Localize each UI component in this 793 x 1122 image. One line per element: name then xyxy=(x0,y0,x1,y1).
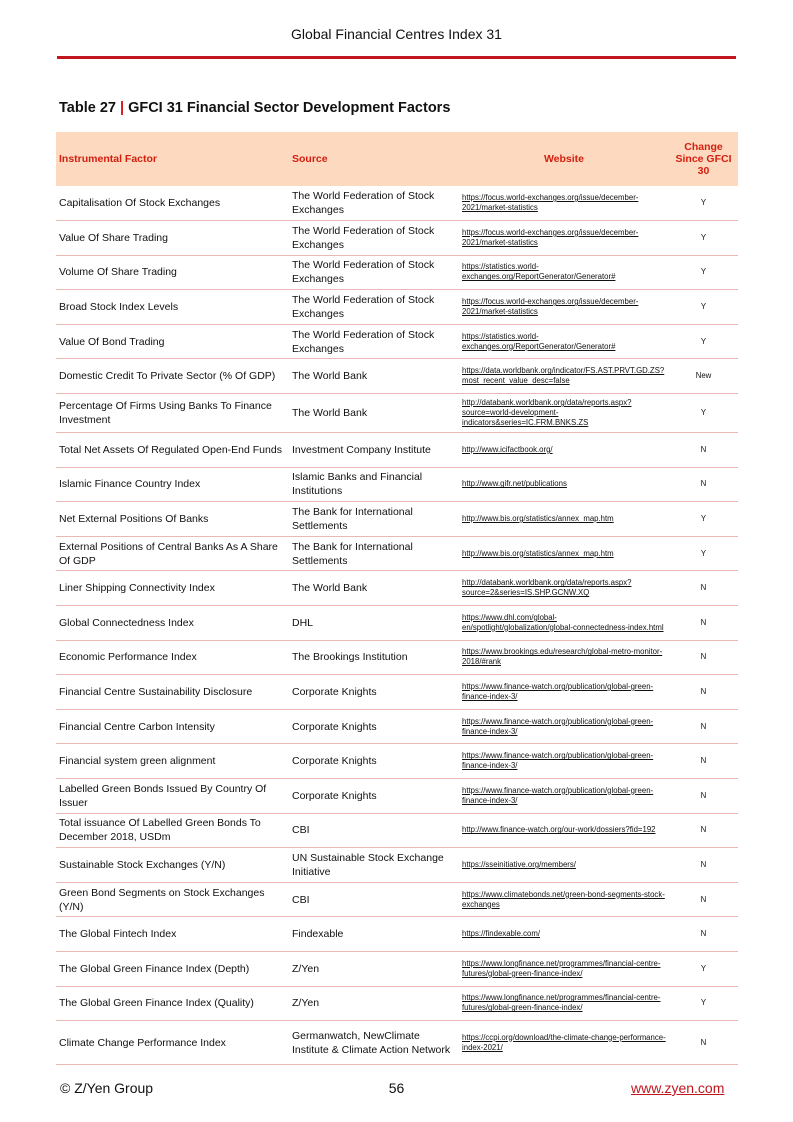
table-row xyxy=(56,640,738,675)
page-header: Global Financial Centres Index 31 xyxy=(291,26,502,42)
factor-cell: Net External Positions Of Banks xyxy=(56,502,289,537)
website-link[interactable]: https://www.brookings.edu/research/global-metro-monitor-2018/#rank xyxy=(462,647,663,667)
website-link[interactable]: https://focus.world-exchanges.org/issue/december-2021/market-statistics xyxy=(462,297,639,317)
source-cell: The World Bank xyxy=(289,394,459,433)
factor-cell: Financial Centre Sustainability Disclosure xyxy=(56,675,289,710)
website-link[interactable]: http://databank.worldbank.org/data/reports.aspx?source=world-development-indicators&series=IC.FRM.BNKS.ZS xyxy=(462,398,632,428)
table-row xyxy=(56,709,738,744)
table-row xyxy=(56,467,738,502)
website-link[interactable]: https://www.longfinance.net/programmes/financial-centre-futures/global-green-finance-index/ xyxy=(462,958,661,978)
table-row xyxy=(56,951,738,986)
website-cell xyxy=(459,640,669,675)
factor-cell: Climate Change Performance Index xyxy=(56,1021,289,1065)
change-cell: Y xyxy=(669,502,738,537)
factor-cell: Economic Performance Index xyxy=(56,640,289,675)
source-cell: DHL xyxy=(289,606,459,641)
website-link[interactable]: http://www.gifr.net/publications xyxy=(462,479,567,489)
website-link[interactable]: https://sseinitiative.org/members/ xyxy=(462,859,576,869)
source-cell: The World Federation of Stock Exchanges xyxy=(289,255,459,290)
website-cell xyxy=(459,1021,669,1065)
source-cell: The Bank for International Settlements xyxy=(289,536,459,571)
source-cell: The World Federation of Stock Exchanges xyxy=(289,324,459,359)
change-cell: Y xyxy=(669,394,738,433)
website-cell xyxy=(459,255,669,290)
website-link[interactable]: http://www.bis.org/statistics/annex_map.htm xyxy=(462,548,614,558)
factor-cell: Green Bond Segments on Stock Exchanges (Y/N) xyxy=(56,882,289,917)
website-link[interactable]: http://databank.worldbank.org/data/reports.aspx?source=2&series=IS.SHP.GCNW.XQ xyxy=(462,578,632,598)
table-row xyxy=(56,536,738,571)
website-cell xyxy=(459,290,669,325)
factor-cell: Financial system green alignment xyxy=(56,744,289,779)
website-cell xyxy=(459,394,669,433)
table-row xyxy=(56,290,738,325)
website-link[interactable]: https://www.climatebonds.net/green-bond-segments-stock-exchanges xyxy=(462,889,665,909)
website-cell xyxy=(459,744,669,779)
source-cell: Investment Company Institute xyxy=(289,433,459,468)
factor-cell: Value Of Bond Trading xyxy=(56,324,289,359)
change-cell: N xyxy=(669,606,738,641)
table-row xyxy=(56,255,738,290)
factor-cell: Global Connectedness Index xyxy=(56,606,289,641)
source-cell: The Bank for International Settlements xyxy=(289,502,459,537)
website-cell xyxy=(459,813,669,848)
factor-cell: Total issuance Of Labelled Green Bonds To December 2018, USDm xyxy=(56,813,289,848)
table-row xyxy=(56,502,738,537)
factor-cell: Labelled Green Bonds Issued By Country Of Issuer xyxy=(56,779,289,814)
change-cell: Y xyxy=(669,221,738,256)
website-link[interactable]: https://www.finance-watch.org/publication/global-green-finance-index-3/ xyxy=(462,716,654,736)
source-cell: The World Federation of Stock Exchanges xyxy=(289,221,459,256)
footer-copyright: © Z/Yen Group xyxy=(60,1080,154,1096)
website-cell xyxy=(459,433,669,468)
source-cell: The World Federation of Stock Exchanges xyxy=(289,290,459,325)
source-cell: The World Federation of Stock Exchanges xyxy=(289,186,459,221)
table-row xyxy=(56,394,738,433)
factor-cell: Financial Centre Carbon Intensity xyxy=(56,709,289,744)
website-cell xyxy=(459,951,669,986)
website-cell xyxy=(459,221,669,256)
website-link[interactable]: https://focus.world-exchanges.org/issue/december-2021/market-statistics xyxy=(462,193,639,213)
website-link[interactable]: https://www.dhl.com/global-en/spotlight/globalization/global-connectedness-index.html xyxy=(462,612,664,632)
source-cell: The World Bank xyxy=(289,571,459,606)
change-cell: New xyxy=(669,359,738,394)
change-cell: Y xyxy=(669,951,738,986)
table-title-text: GFCI 31 Financial Sector Development Factors xyxy=(128,100,451,116)
factor-cell: Percentage Of Firms Using Banks To Finance Investment xyxy=(56,394,289,433)
factor-cell: Domestic Credit To Private Sector (% Of GDP) xyxy=(56,359,289,394)
change-cell: Y xyxy=(669,186,738,221)
change-cell: N xyxy=(669,779,738,814)
table-header-row xyxy=(56,132,738,186)
website-link[interactable]: https://ccpi.org/download/the-climate-change-performance-index-2021/ xyxy=(462,1032,666,1052)
website-cell xyxy=(459,882,669,917)
website-cell xyxy=(459,359,669,394)
table-row xyxy=(56,186,738,221)
factors-table xyxy=(56,132,738,1065)
column-header-source: Source xyxy=(292,153,328,165)
website-link[interactable]: https://data.worldbank.org/indicator/FS.AST.PRVT.GD.ZS?most_recent_value_desc=false xyxy=(462,366,665,386)
website-link[interactable]: https://focus.world-exchanges.org/issue/december-2021/market-statistics xyxy=(462,227,639,247)
change-cell: N xyxy=(669,433,738,468)
table-row xyxy=(56,813,738,848)
change-cell: N xyxy=(669,882,738,917)
change-cell: N xyxy=(669,571,738,606)
table-row xyxy=(56,221,738,256)
source-cell: Corporate Knights xyxy=(289,779,459,814)
change-cell: N xyxy=(669,848,738,883)
table-row xyxy=(56,606,738,641)
table-row xyxy=(56,359,738,394)
factor-cell: The Global Green Finance Index (Quality) xyxy=(56,986,289,1021)
column-header-factor: Instrumental Factor xyxy=(59,153,158,165)
table-row xyxy=(56,571,738,606)
source-cell: Z/Yen xyxy=(289,986,459,1021)
factor-cell: Capitalisation Of Stock Exchanges xyxy=(56,186,289,221)
table-title xyxy=(59,100,450,116)
change-cell: N xyxy=(669,1021,738,1065)
factor-cell: Value Of Share Trading xyxy=(56,221,289,256)
factor-cell: The Global Fintech Index xyxy=(56,917,289,952)
change-cell: N xyxy=(669,675,738,710)
change-cell: Y xyxy=(669,986,738,1021)
source-cell: Corporate Knights xyxy=(289,709,459,744)
source-cell: Findexable xyxy=(289,917,459,952)
table-row xyxy=(56,433,738,468)
website-link[interactable]: https://www.finance-watch.org/publication/global-green-finance-index-3/ xyxy=(462,785,654,805)
factor-cell: Volume Of Share Trading xyxy=(56,255,289,290)
source-cell: The Brookings Institution xyxy=(289,640,459,675)
source-cell: Corporate Knights xyxy=(289,675,459,710)
table-row xyxy=(56,848,738,883)
table-row xyxy=(56,744,738,779)
factor-cell: Liner Shipping Connectivity Index xyxy=(56,571,289,606)
change-cell: Y xyxy=(669,255,738,290)
website-cell xyxy=(459,986,669,1021)
source-cell: Z/Yen xyxy=(289,951,459,986)
website-link[interactable]: https://www.longfinance.net/programmes/financial-centre-futures/global-green-finance-index/ xyxy=(462,993,661,1013)
change-cell: N xyxy=(669,917,738,952)
website-cell xyxy=(459,779,669,814)
factor-cell: Sustainable Stock Exchanges (Y/N) xyxy=(56,848,289,883)
change-cell: Y xyxy=(669,536,738,571)
source-cell: Corporate Knights xyxy=(289,744,459,779)
source-cell: UN Sustainable Stock Exchange Initiative xyxy=(289,848,459,883)
table-row xyxy=(56,779,738,814)
table-number: Table 27 xyxy=(59,100,116,116)
website-cell xyxy=(459,606,669,641)
website-cell xyxy=(459,675,669,710)
change-cell: N xyxy=(669,709,738,744)
website-cell xyxy=(459,709,669,744)
table-row xyxy=(56,1021,738,1065)
change-cell: Y xyxy=(669,290,738,325)
website-cell xyxy=(459,186,669,221)
website-cell xyxy=(459,848,669,883)
change-cell: Y xyxy=(669,324,738,359)
factor-cell: Islamic Finance Country Index xyxy=(56,467,289,502)
table-row xyxy=(56,917,738,952)
website-link[interactable]: http://www.bis.org/statistics/annex_map.htm xyxy=(462,514,614,524)
table-row xyxy=(56,675,738,710)
website-cell xyxy=(459,536,669,571)
website-link[interactable]: https://www.finance-watch.org/publication/global-green-finance-index-3/ xyxy=(462,751,654,771)
factor-cell: External Positions of Central Banks As A Share Of GDP xyxy=(56,536,289,571)
website-cell xyxy=(459,502,669,537)
source-cell: Germanwatch, NewClimate Institute & Climate Action Network xyxy=(289,1021,459,1065)
website-cell xyxy=(459,324,669,359)
column-header-website: Website xyxy=(543,153,585,165)
website-link[interactable]: https://statistics.world-exchanges.org/ReportGenerator/Generator# xyxy=(462,331,616,351)
page-number: 56 xyxy=(388,1080,405,1096)
change-cell: N xyxy=(669,467,738,502)
column-header-change: Change Since GFCI 30 xyxy=(675,141,732,177)
website-link[interactable]: http://www.icifactbook.org/ xyxy=(462,444,553,454)
website-cell xyxy=(459,571,669,606)
factor-cell: Total Net Assets Of Regulated Open-End Funds xyxy=(56,433,289,468)
website-cell xyxy=(459,467,669,502)
website-link[interactable]: http://www.finance-watch.org/our-work/dossiers?fid=192 xyxy=(462,825,656,835)
website-cell xyxy=(459,917,669,952)
factor-cell: The Global Green Finance Index (Depth) xyxy=(56,951,289,986)
website-link[interactable]: https://findexable.com/ xyxy=(462,929,541,939)
footer-link[interactable]: www.zyen.com xyxy=(631,1080,725,1096)
website-link[interactable]: https://statistics.world-exchanges.org/ReportGenerator/Generator# xyxy=(462,262,616,282)
table-row xyxy=(56,882,738,917)
website-link[interactable]: https://www.finance-watch.org/publication/global-green-finance-index-3/ xyxy=(462,682,654,702)
title-separator: | xyxy=(119,100,125,116)
source-cell: Islamic Banks and Financial Institutions xyxy=(289,467,459,502)
change-cell: N xyxy=(669,813,738,848)
factor-cell: Broad Stock Index Levels xyxy=(56,290,289,325)
source-cell: CBI xyxy=(289,882,459,917)
source-cell: The World Bank xyxy=(289,359,459,394)
table-row xyxy=(56,986,738,1021)
header-rule xyxy=(57,56,736,59)
source-cell: CBI xyxy=(289,813,459,848)
table-row xyxy=(56,324,738,359)
change-cell: N xyxy=(669,640,738,675)
change-cell: N xyxy=(669,744,738,779)
